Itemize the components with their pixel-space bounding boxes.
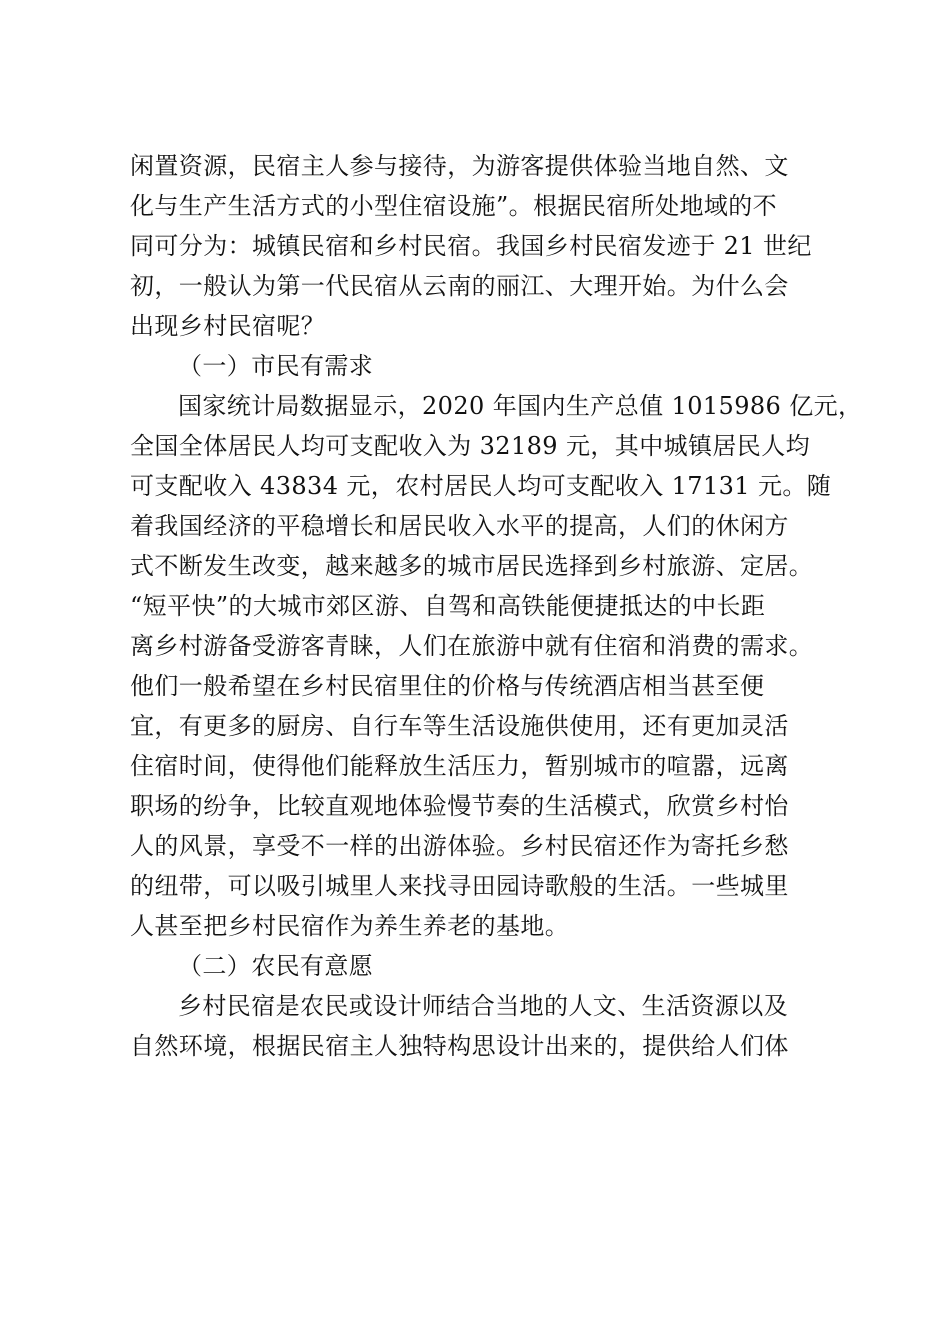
paragraph-line: 他们一般希望在乡村民宿里住的价格与传统酒店相当甚至便 bbox=[130, 672, 765, 700]
paragraph-line: 离乡村游备受游客青睐，人们在旅游中就有住宿和消费的需求。 bbox=[130, 632, 814, 660]
paragraph-line: “短平快”的大城市郊区游、自驾和高铁能便捷抵达的中长距 bbox=[130, 592, 766, 620]
paragraph-line: 乡村民宿是农民或设计师结合当地的人文、生活资源以及 bbox=[178, 992, 788, 1020]
paragraph-line: 自然环境，根据民宿主人独特构思设计出来的，提供给人们体 bbox=[130, 1032, 789, 1060]
paragraph-line: 式不断发生改变，越来越多的城市居民选择到乡村旅游、定居。 bbox=[130, 552, 814, 580]
paragraph-line: 出现乡村民宿呢？ bbox=[130, 312, 326, 340]
paragraph-line: 同可分为：城镇民宿和乡村民宿。我国乡村民宿发迹于 21 世纪 bbox=[130, 232, 812, 260]
paragraph-line: 全国全体居民人均可支配收入为 32189 元，其中城镇居民人均 bbox=[130, 432, 811, 460]
paragraph-line: 职场的纷争，比较直观地体验慢节奏的生活模式，欣赏乡村怡 bbox=[130, 792, 789, 820]
paragraph-line: 住宿时间，使得他们能释放生活压力，暂别城市的喧嚣，远离 bbox=[130, 752, 789, 780]
paragraph-line: 化与生产生活方式的小型住宿设施”。根据民宿所处地域的不 bbox=[130, 192, 778, 220]
paragraph-line: 人甚至把乡村民宿作为养生养老的基地。 bbox=[130, 912, 570, 940]
document-body bbox=[130, 146, 863, 1066]
section-heading: （二）农民有意愿 bbox=[178, 952, 374, 980]
paragraph-line: 闲置资源，民宿主人参与接待，为游客提供体验当地自然、文 bbox=[130, 152, 789, 180]
paragraph-line: 的纽带，可以吸引城里人来找寻田园诗歌般的生活。一些城里 bbox=[130, 872, 789, 900]
paragraph-line: 可支配收入 43834 元，农村居民人均可支配收入 17131 元。随 bbox=[130, 472, 832, 500]
paragraph-line: 国家统计局数据显示，2020 年国内生产总值 1015986 亿元， bbox=[178, 392, 863, 420]
paragraph-line: 宜，有更多的厨房、自行车等生活设施供使用，还有更加灵活 bbox=[130, 712, 789, 740]
section-heading: （一）市民有需求 bbox=[178, 352, 374, 380]
paragraph-line: 着我国经济的平稳增长和居民收入水平的提高，人们的休闲方 bbox=[130, 512, 789, 540]
paragraph-line: 人的风景，享受不一样的出游体验。乡村民宿还作为寄托乡愁 bbox=[130, 832, 789, 860]
paragraph-line: 初，一般认为第一代民宿从云南的丽江、大理开始。为什么会 bbox=[130, 272, 789, 300]
